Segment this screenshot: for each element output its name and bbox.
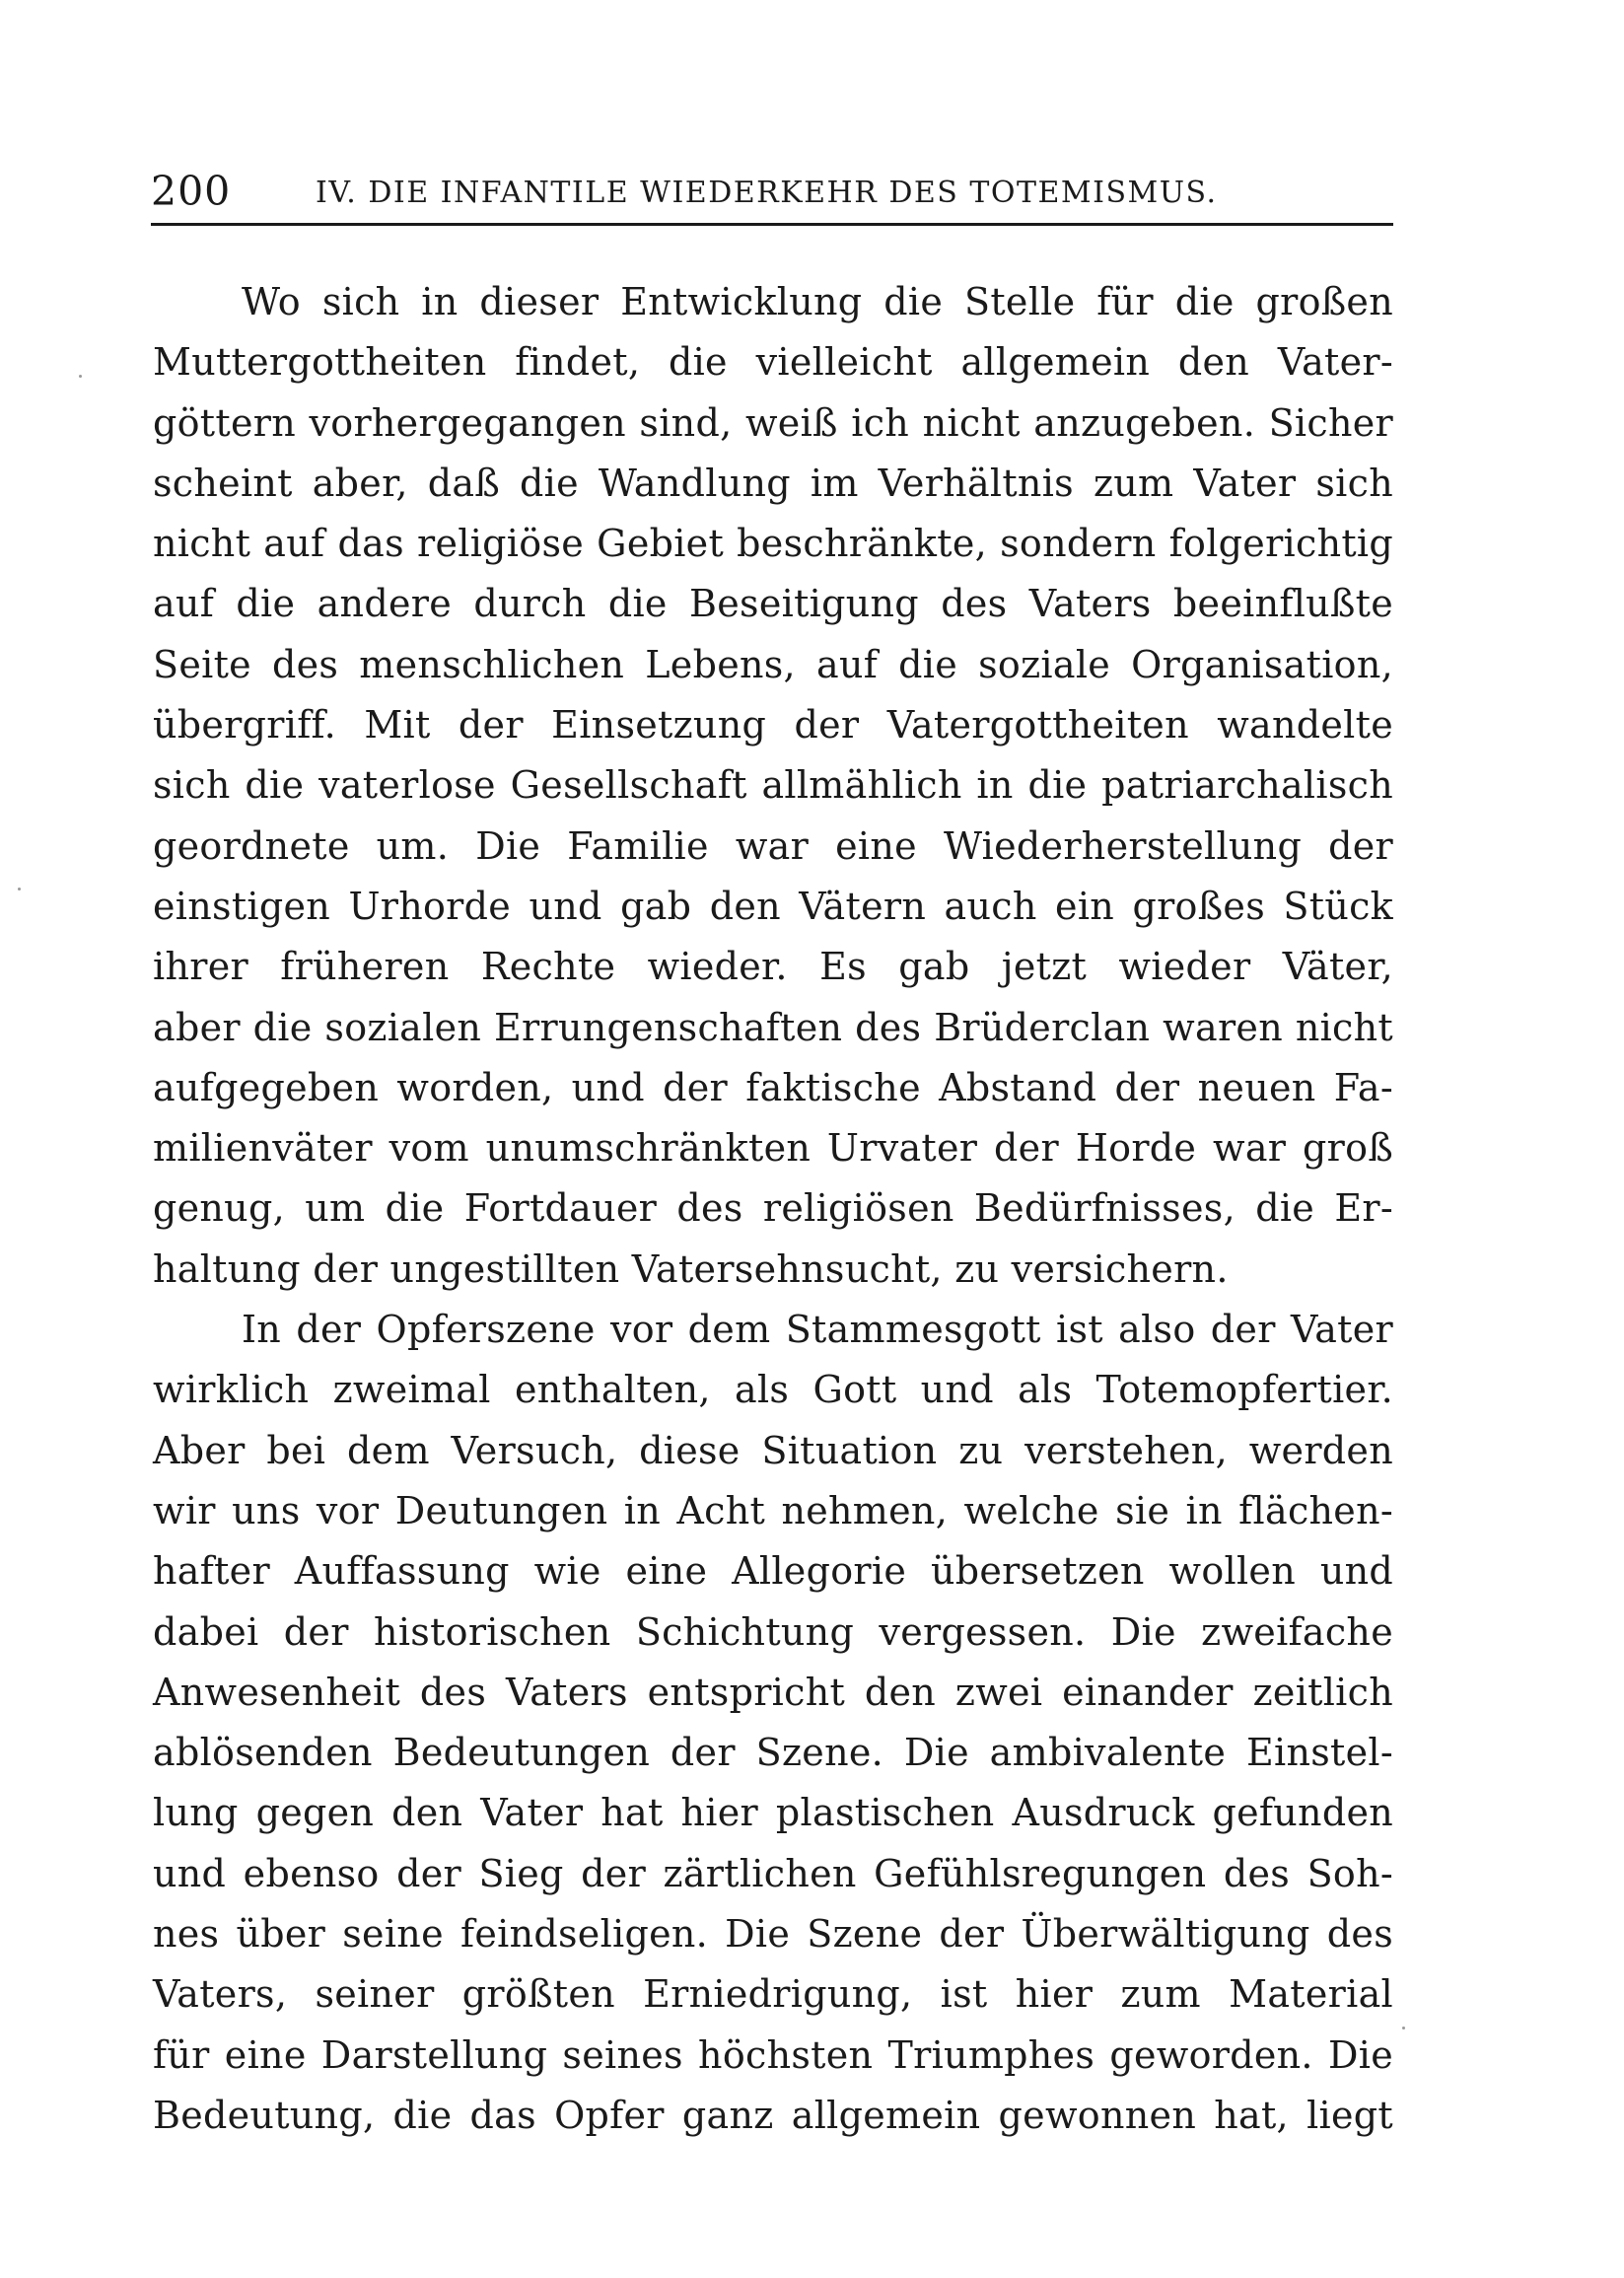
running-head: IV. DIE INFANTILE WIEDERKEHR DES TOTEMISMUS. xyxy=(316,176,1218,210)
text-line: einstigen Urhorde und gab den Vätern auch ein großes Stück xyxy=(153,884,1393,928)
text-line: lung gegen den Vater hat hier plastischen Ausdruck gefunden xyxy=(153,1791,1393,1835)
text-line: sich die vaterlose Gesellschaft allmählich in die patriarchalisch xyxy=(153,763,1393,808)
text-line: milienväter vom unumschränkten Urvater der Horde war groß xyxy=(153,1126,1393,1171)
text-line: Anwesenheit des Vaters entspricht den zwei einander zeitlich xyxy=(153,1670,1393,1714)
text-line: wirklich zweimal enthalten, als Gott und als Totemopfertier. xyxy=(153,1368,1393,1412)
text-line: Muttergottheiten findet, die vielleicht allgemein den Vater- xyxy=(153,340,1393,385)
text-line: In der Opferszene vor dem Stammesgott ist also der Vater xyxy=(242,1308,1393,1352)
text-line: auf die andere durch die Beseitigung des Vaters beeinflußte xyxy=(153,582,1393,626)
text-line: wir uns vor Deutungen in Acht nehmen, welche sie in flächen- xyxy=(153,1488,1393,1532)
scan-speck xyxy=(79,375,82,378)
text-line: Bedeutung, die das Opfer ganz allgemein gewonnen hat, liegt xyxy=(153,2093,1393,2137)
text-line: dabei der historischen Schichtung vergessen. Die zweifache xyxy=(153,1609,1393,1654)
text-line: Seite des menschlichen Lebens, auf die soziale Organisation, xyxy=(153,642,1393,686)
scan-speck xyxy=(1402,2027,1405,2029)
text-line: nicht auf das religiöse Gebiet beschränkte, sondern folgerichtig xyxy=(153,522,1393,566)
text-line: ihrer früheren Rechte wieder. Es gab jetzt wieder Väter, xyxy=(153,945,1393,989)
text-line: und ebenso der Sieg der zärtlichen Gefühlsregungen des Soh- xyxy=(153,1851,1393,1895)
text-line: nes über seine feindseligen. Die Szene der Überwältigung des xyxy=(153,1912,1393,1957)
text-line: geordnete um. Die Familie war eine Wiederherstellung der xyxy=(153,823,1393,868)
text-line: scheint aber, daß die Wandlung im Verhältnis zum Vater sich xyxy=(153,461,1393,505)
text-line: Aber bei dem Versuch, diese Situation zu verstehen, werden xyxy=(153,1428,1393,1472)
text-line: hafter Auffassung wie eine Allegorie übersetzen wollen und xyxy=(153,1549,1393,1594)
text-line: göttern vorhergegangen sind, weiß ich nicht anzugeben. Sicher xyxy=(153,400,1393,445)
text-line: ablösenden Bedeutungen der Szene. Die ambivalente Einstel- xyxy=(153,1731,1393,1775)
header-rule xyxy=(151,223,1393,226)
text-line: Wo sich in dieser Entwicklung die Stelle für die großen xyxy=(242,280,1393,323)
text-line: haltung der ungestillten Vatersehnsucht, zu versichern. xyxy=(153,1246,1229,1291)
page-number: 200 xyxy=(151,168,232,215)
text-line: übergriff. Mit der Einsetzung der Vatergottheiten wandelte xyxy=(153,703,1393,747)
page-header xyxy=(151,166,1393,217)
text-line: aber die sozialen Errungenschaften des Brüderclan waren nicht xyxy=(153,1005,1393,1049)
scan-speck xyxy=(18,888,21,890)
text-line: aufgegeben worden, und der faktische Abstand der neuen Fa- xyxy=(153,1065,1393,1109)
body-text xyxy=(153,272,1393,2146)
text-line: für eine Darstellung seines höchsten Triumphes geworden. Die xyxy=(153,2032,1393,2077)
text-line: genug, um die Fortdauer des religiösen Bedürfnisses, die Er- xyxy=(153,1186,1393,1231)
text-line: Vaters, seiner größten Erniedrigung, ist hier zum Material xyxy=(153,1972,1393,2017)
